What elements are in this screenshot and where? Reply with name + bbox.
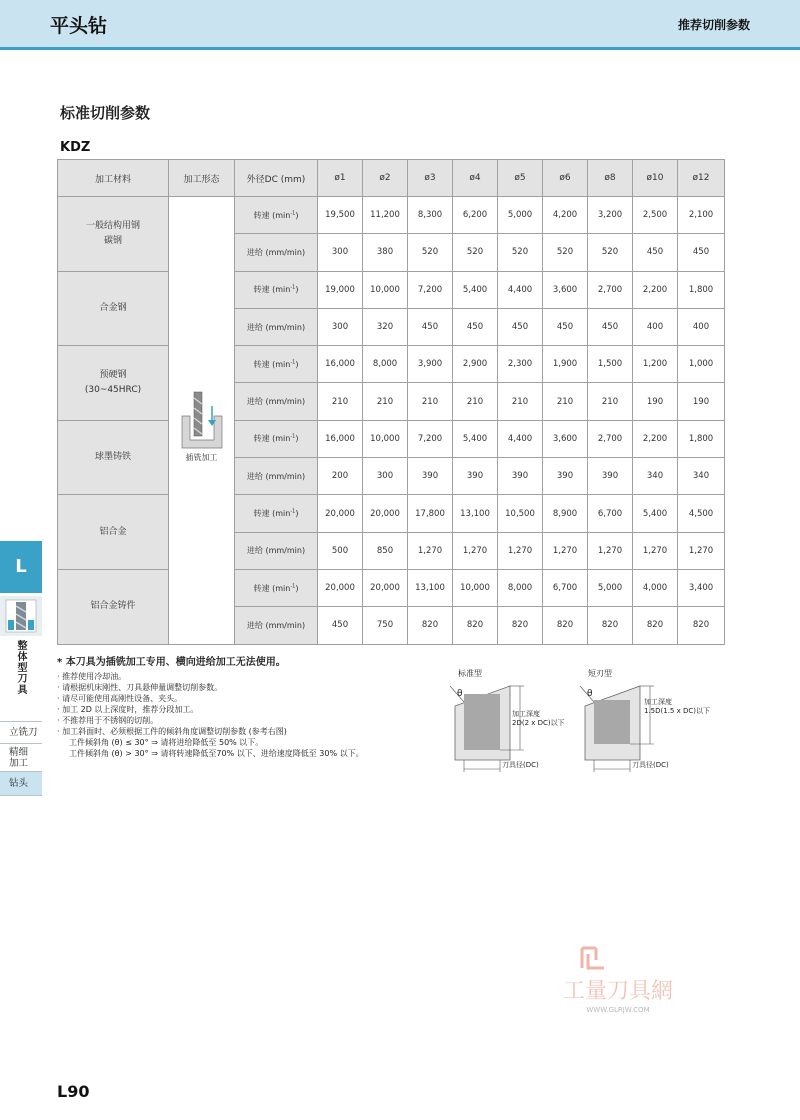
theta-label: θ — [587, 689, 593, 699]
material-name: 一般结构用钢 — [85, 220, 140, 231]
speed-value: 1,000 — [678, 346, 725, 383]
dc-label: 刀具径(DC) — [632, 761, 669, 769]
feed-value: 820 — [453, 607, 498, 644]
speed-value: 3,900 — [408, 346, 453, 383]
material-name: 球墨铸铁 — [94, 452, 131, 463]
model-label: KDZ — [60, 140, 91, 155]
table-header-row — [58, 160, 725, 197]
feed-value: 400 — [678, 308, 725, 345]
feed-value: 450 — [498, 308, 543, 345]
speed-label: 转速 $(\min^{-1})$ — [235, 495, 318, 532]
watermark-text: 工量刀具網 — [562, 979, 674, 1004]
page-number: L90 — [57, 1082, 90, 1101]
theta-label: θ — [457, 689, 463, 699]
speed-value: 5,400 — [453, 271, 498, 308]
speed-value: 4,200 — [543, 197, 588, 234]
feed-value: 520 — [498, 234, 543, 271]
feed-value: 500 — [318, 532, 363, 569]
table-row — [58, 495, 725, 532]
speed-value: 4,500 — [678, 495, 725, 532]
speed-value: 19,500 — [318, 197, 363, 234]
section-tab-l[interactable]: L — [0, 541, 42, 593]
sidebar-item-label: 精细加工 — [9, 747, 29, 769]
feed-value: 390 — [453, 458, 498, 495]
note-sub-item: 工件倾斜角 (θ) ≤ 30° ⇒ 请将进给降低至 50% 以下。 — [69, 738, 264, 747]
table-row — [58, 197, 725, 234]
feed-value: 850 — [363, 532, 408, 569]
feed-value: 210 — [453, 383, 498, 420]
diagram-short-title: 短刃型 — [588, 669, 612, 678]
feed-label: 进给 (mm/min) — [235, 308, 318, 345]
speed-value: 8,900 — [543, 495, 588, 532]
header-dia: ø8 — [588, 160, 633, 197]
feed-value: 190 — [678, 383, 725, 420]
note-item: · 推荐使用冷却油。 — [57, 672, 127, 681]
table-row — [58, 346, 725, 383]
feed-label: 进给 (mm/min) — [235, 383, 318, 420]
header-section-label: 推荐切削参数 — [677, 18, 750, 32]
feed-value: 340 — [633, 458, 678, 495]
speed-value: 10,000 — [363, 271, 408, 308]
diagram-standard — [440, 676, 590, 776]
speed-value: 20,000 — [363, 495, 408, 532]
feed-label: 进给 (mm/min) — [235, 458, 318, 495]
sidebar-item-finishing[interactable] — [0, 743, 42, 771]
speed-value: 1,800 — [678, 271, 725, 308]
feed-value: 820 — [678, 607, 725, 644]
speed-value: 1,900 — [543, 346, 588, 383]
speed-value: 2,500 — [633, 197, 678, 234]
machining-shape-label: 插铣加工 — [185, 453, 218, 463]
note-item: · 不推荐用于不锈钢的切削。 — [57, 716, 159, 725]
feed-value: 820 — [588, 607, 633, 644]
depth-label: 加工深度 — [512, 710, 540, 718]
page-header — [0, 0, 800, 50]
speed-value: 3,600 — [543, 420, 588, 457]
feed-value: 300 — [363, 458, 408, 495]
speed-value: 3,600 — [543, 271, 588, 308]
header-material: 加工材料 — [58, 160, 169, 197]
header-dia: ø4 — [453, 160, 498, 197]
feed-value: 820 — [633, 607, 678, 644]
material-name: 预硬钢 — [99, 369, 127, 380]
diagram-short — [570, 676, 730, 776]
speed-value: 2,200 — [633, 420, 678, 457]
speed-value: 3,400 — [678, 569, 725, 606]
feed-value: 450 — [318, 607, 363, 644]
material-cell — [58, 197, 169, 272]
header-diameter: 外径DC (mm) — [235, 160, 318, 197]
speed-value: 5,400 — [453, 420, 498, 457]
note-item: · 请尽可能使用高刚性设备、夹头。 — [57, 694, 183, 703]
feed-value: 450 — [453, 308, 498, 345]
header-dia: ø5 — [498, 160, 543, 197]
speed-value: 11,200 — [363, 197, 408, 234]
speed-value: 13,100 — [453, 495, 498, 532]
feed-value: 340 — [678, 458, 725, 495]
speed-value: 1,200 — [633, 346, 678, 383]
material-cell — [58, 420, 169, 495]
header-dia: ø3 — [408, 160, 453, 197]
feed-value: 1,270 — [588, 532, 633, 569]
speed-label: 转速 $(\min^{-1})$ — [235, 197, 318, 234]
material-name: 合金钢 — [99, 302, 127, 313]
depth-label: 加工深度 — [644, 698, 672, 706]
feed-value: 210 — [408, 383, 453, 420]
cutting-parameters-table — [57, 159, 725, 645]
note-item: · 请根据机床刚性、刀具悬伸量调整切削参数。 — [57, 683, 223, 692]
feed-value: 1,270 — [498, 532, 543, 569]
feed-value: 820 — [543, 607, 588, 644]
material-cell — [58, 346, 169, 421]
speed-value: 4,000 — [633, 569, 678, 606]
speed-value: 5,000 — [498, 197, 543, 234]
speed-value: 2,200 — [633, 271, 678, 308]
speed-value: 13,100 — [408, 569, 453, 606]
header-dia: ø12 — [678, 160, 725, 197]
feed-value: 380 — [363, 234, 408, 271]
material-cell — [58, 495, 169, 570]
speed-value: 10,500 — [498, 495, 543, 532]
feed-label: 进给 (mm/min) — [235, 607, 318, 644]
material-cell — [58, 271, 169, 346]
speed-value: 16,000 — [318, 420, 363, 457]
diagram-standard-title: 标准型 — [458, 669, 482, 678]
speed-value: 8,000 — [498, 569, 543, 606]
feed-value: 820 — [498, 607, 543, 644]
feed-value: 300 — [318, 234, 363, 271]
watermark-logo — [548, 940, 688, 1020]
speed-value: 2,900 — [453, 346, 498, 383]
speed-value: 7,200 — [408, 271, 453, 308]
note-sub-item: 工件倾斜角 (θ) > 30° ⇒ 请将转速降低至70% 以下、进给速度降低至 30% 以下。 — [69, 749, 364, 758]
speed-value: 4,400 — [498, 420, 543, 457]
feed-value: 450 — [408, 308, 453, 345]
feed-value: 520 — [543, 234, 588, 271]
feed-value: 320 — [363, 308, 408, 345]
speed-value: 20,000 — [318, 495, 363, 532]
machining-shape-cell — [169, 197, 235, 645]
section-title: 标准切削参数 — [60, 104, 151, 122]
feed-value: 520 — [588, 234, 633, 271]
speed-value: 5,000 — [588, 569, 633, 606]
sidebar-category-label: 整体型刀具 — [15, 640, 26, 695]
table-row — [58, 569, 725, 606]
material-name: 铝合金铸件 — [90, 601, 136, 612]
material-name: 铝合金 — [99, 526, 127, 537]
feed-value: 450 — [633, 234, 678, 271]
speed-value: 5,400 — [633, 495, 678, 532]
speed-value: 3,200 — [588, 197, 633, 234]
speed-value: 1,800 — [678, 420, 725, 457]
feed-value: 1,270 — [633, 532, 678, 569]
speed-value: 20,000 — [363, 569, 408, 606]
feed-value: 210 — [588, 383, 633, 420]
page-title: 平头钻 — [50, 15, 108, 37]
depth-value: 2D(2 x DC)以下 — [512, 719, 565, 727]
speed-value: 16,000 — [318, 346, 363, 383]
header-dia: ø2 — [363, 160, 408, 197]
speed-value: 20,000 — [318, 569, 363, 606]
feed-value: 450 — [588, 308, 633, 345]
feed-label: 进给 (mm/min) — [235, 532, 318, 569]
speed-label: 转速 $(\min^{-1})$ — [235, 271, 318, 308]
speed-value: 10,000 — [363, 420, 408, 457]
sidebar-item-drill[interactable]: 钻头 — [0, 771, 42, 796]
feed-value: 1,270 — [678, 532, 725, 569]
feed-value: 210 — [543, 383, 588, 420]
feed-value: 450 — [543, 308, 588, 345]
speed-value: 2,700 — [588, 271, 633, 308]
feed-value: 400 — [633, 308, 678, 345]
speed-label: 转速 $(\min^{-1})$ — [235, 346, 318, 383]
watermark-url: WWW.GLRJW.COM — [586, 1006, 650, 1014]
speed-value: 8,300 — [408, 197, 453, 234]
feed-value: 1,270 — [408, 532, 453, 569]
speed-value: 4,400 — [498, 271, 543, 308]
material-subname: 碳钢 — [103, 235, 122, 246]
feed-value: 210 — [318, 383, 363, 420]
table-row — [58, 420, 725, 457]
notes-warning: * 本刀具为插铣加工专用、横向进给加工无法使用。 — [57, 657, 286, 668]
material-cell — [58, 569, 169, 644]
speed-label: 转速 $(\min^{-1})$ — [235, 569, 318, 606]
feed-value: 210 — [363, 383, 408, 420]
header-dia: ø6 — [543, 160, 588, 197]
speed-value: 1,500 — [588, 346, 633, 383]
feed-value: 200 — [318, 458, 363, 495]
drill-body — [594, 700, 630, 744]
speed-value: 10,000 — [453, 569, 498, 606]
feed-value: 300 — [318, 308, 363, 345]
drill-body — [464, 694, 500, 750]
dc-label: 刀具径(DC) — [502, 761, 539, 769]
feed-value: 390 — [588, 458, 633, 495]
speed-value: 2,700 — [588, 420, 633, 457]
table-row — [58, 271, 725, 308]
feed-value: 190 — [633, 383, 678, 420]
speed-value: 6,700 — [543, 569, 588, 606]
note-item: · 加工斜面时、必须根据工件的倾斜角度调整切削参数 (参考右图) — [57, 727, 287, 736]
feed-value: 210 — [498, 383, 543, 420]
speed-value: 6,700 — [588, 495, 633, 532]
feed-value: 820 — [408, 607, 453, 644]
speed-label: 转速 $(\min^{-1})$ — [235, 420, 318, 457]
feed-value: 390 — [543, 458, 588, 495]
material-subname: (30~45HRC) — [84, 384, 142, 395]
speed-value: 8,000 — [363, 346, 408, 383]
speed-value: 7,200 — [408, 420, 453, 457]
plunge-milling-icon — [180, 390, 224, 450]
feed-value: 450 — [678, 234, 725, 271]
header-dia: ø1 — [318, 160, 363, 197]
feed-label: 进给 (mm/min) — [235, 234, 318, 271]
speed-value: 2,100 — [678, 197, 725, 234]
speed-value: 17,800 — [408, 495, 453, 532]
speed-value: 2,300 — [498, 346, 543, 383]
feed-value: 1,270 — [543, 532, 588, 569]
note-item: · 加工 2D 以上深度时，推荐分段加工。 — [57, 705, 199, 714]
speed-value: 6,200 — [453, 197, 498, 234]
speed-value: 19,000 — [318, 271, 363, 308]
depth-value: 1.5D(1.5 x DC)以下 — [644, 707, 710, 715]
header-dia: ø10 — [633, 160, 678, 197]
feed-value: 750 — [363, 607, 408, 644]
feed-value: 520 — [453, 234, 498, 271]
sidebar-item-endmill[interactable]: 立铣刀 — [0, 721, 42, 743]
feed-value: 1,270 — [453, 532, 498, 569]
solid-tool-icon — [0, 596, 42, 636]
header-shape: 加工形态 — [169, 160, 235, 197]
feed-value: 390 — [408, 458, 453, 495]
feed-value: 520 — [408, 234, 453, 271]
feed-value: 390 — [498, 458, 543, 495]
notes — [57, 656, 437, 759]
